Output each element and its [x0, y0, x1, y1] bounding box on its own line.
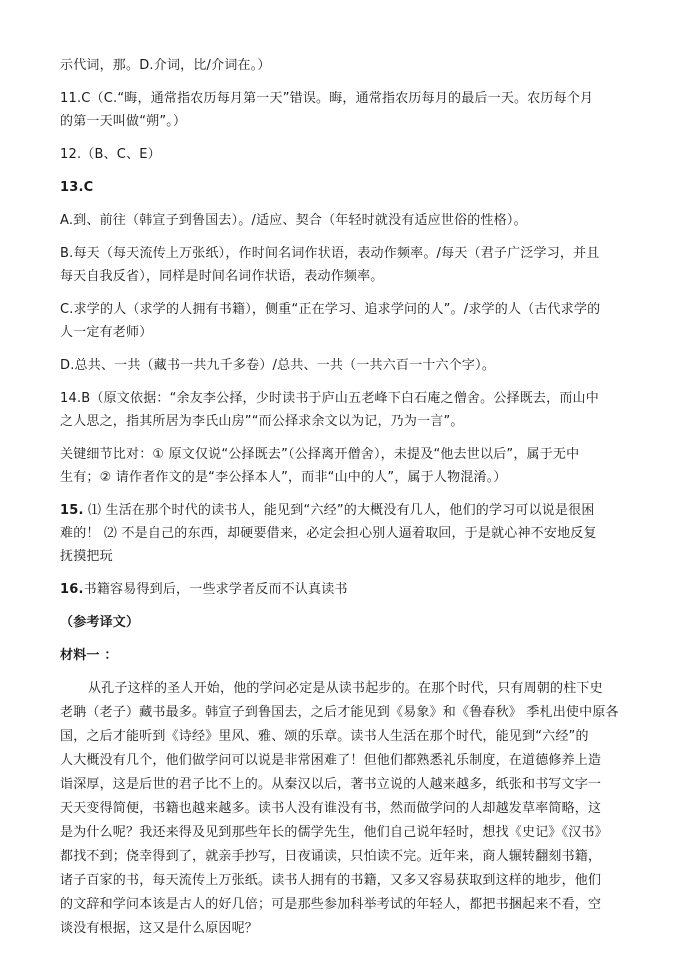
answer-14-details — [60, 443, 628, 489]
answer-16 — [60, 578, 628, 601]
text-line: 书籍容易得到后，一些求学者反而不认真读书 — [83, 582, 348, 597]
text-line: 的第一天叫做“朔”。） — [60, 114, 187, 129]
text-line: 材料一 ： — [60, 648, 118, 663]
answer-13-option-b — [60, 242, 628, 288]
material-one-translation — [60, 677, 628, 941]
text-line: 关键细节比对：① 原文仅说“公择既去”（公择离开僧舍），未提及“他去世以后”，属于无中 — [60, 447, 580, 462]
text-line: 12.（B、C、E） — [60, 147, 161, 162]
text-line: 抚摸把玩 — [60, 549, 113, 564]
text-line: 老聃（老子）藏书最多。韩宣子到鲁国去，之后才能见到《易象》和《鲁春秋》 季札出使中原各 — [60, 705, 619, 720]
answer-15 — [60, 499, 628, 568]
text-line: 难的！ ⑵ 不是自己的东西，却硬要借来，必定会担心别人逼着取回，于是就心神不安地反复 — [60, 526, 597, 541]
text-line: 13.C — [60, 180, 94, 195]
reference-translation-heading — [60, 611, 628, 634]
answer-12 — [60, 143, 628, 166]
text-line: 之人思之，指其所居为李氏山房”“而公择求余文以为记，乃为一言”。 — [60, 414, 464, 429]
text-line: 人大概没有几个，他们做学问可以说是非常困难了！但他们都熟悉礼乐制度，在道德修养上造 — [60, 753, 602, 768]
text-line: C.求学的人（求学的人拥有书籍），侧重“正在学习、追求学问的人”。/求学的人（古代求学的 — [60, 302, 601, 317]
answer-13-option-c — [60, 298, 628, 344]
answer-10-tail — [60, 54, 628, 77]
text-line: 是为什么呢？我还来得及见到那些年长的儒学先生，他们自己说年轻时，想找《史记》《汉书》 — [60, 825, 608, 840]
text-line: 都找不到；侥幸得到了，就亲手抄写，日夜诵读，只怕读不完。近年来，商人辗转翻刻书籍， — [60, 849, 602, 864]
question-number: 16. — [60, 582, 84, 597]
text-line: ⑴ 生活在那个时代的读书人，能见到“六经”的大概没有几人，他们的学习可以说是很困 — [83, 503, 595, 518]
text-line: 14.B（原文依据：“余友李公择，少时读书于庐山五老峰下白石庵之僧舍。公择既去，而山中 — [60, 391, 599, 406]
answer-13-option-d — [60, 354, 628, 377]
text-line: 诸子百家的书，每天流传上万张纸。读书人拥有的书籍，又多又容易获取到这样的地步，他们 — [60, 873, 602, 888]
text-line: 示代词，那。D.介词，比/介词在。） — [60, 58, 271, 73]
text-line: 从孔子这样的圣人开始，他的学问必定是从读书起步的。在那个时代，只有周朝的柱下史 — [88, 681, 603, 696]
text-line: 人一定有老师） — [60, 325, 153, 340]
text-line: 天天变得简便，书籍也越来越多。读书人没有谁没有书，然而做学问的人却越发草率简略，这 — [60, 801, 602, 816]
text-line: 生有；② 请作者作文的是“李公择本人”，而非“山中的人”，属于人物混淆。） — [60, 470, 507, 485]
material-one-heading — [60, 644, 628, 667]
text-line: 的文辞和学问本该是古人的好几倍；可是那些参加科举考试的年轻人，都把书捆起来不看，空 — [60, 897, 602, 912]
text-line: 11.C（C.“晦，通常指农历每月第一天”错误。晦，通常指农历每月的最后一天。农历每个月 — [60, 91, 594, 106]
answer-13-heading — [60, 176, 628, 199]
answer-11 — [60, 87, 628, 133]
text-line: B.每天（每天流传上万张纸），作时间名词作状语，表动作频率。/每天（君子广泛学习，并且 — [60, 246, 600, 261]
text-line: A.到、前往（韩宣子到鲁国去）。/适应、契合（年轻时就没有适应世俗的性格）。 — [60, 213, 527, 228]
answer-14 — [60, 387, 628, 433]
text-line: （参考译文） — [60, 615, 140, 630]
text-line: 谈没有根据，这又是什么原因呢？ — [60, 921, 259, 936]
question-number: 15. — [60, 503, 84, 518]
text-line: 国，之后才能听到《诗经》里风、雅、颂的乐章。读书人生活在那个时代，能见到“六经”的 — [60, 729, 589, 744]
text-line: 诣深厚，这是后世的君子比不上的。从秦汉以后，著书立说的人越来越多，纸张和书写文字一 — [60, 777, 602, 792]
text-line: D.总共、一共（藏书一共九千多卷）/总共、一共（一共六百一十六个字）。 — [60, 358, 496, 373]
text-line: 每天自我反省），同样是时间名词作状语，表动作频率。 — [60, 269, 384, 284]
answer-13-option-a — [60, 209, 628, 232]
